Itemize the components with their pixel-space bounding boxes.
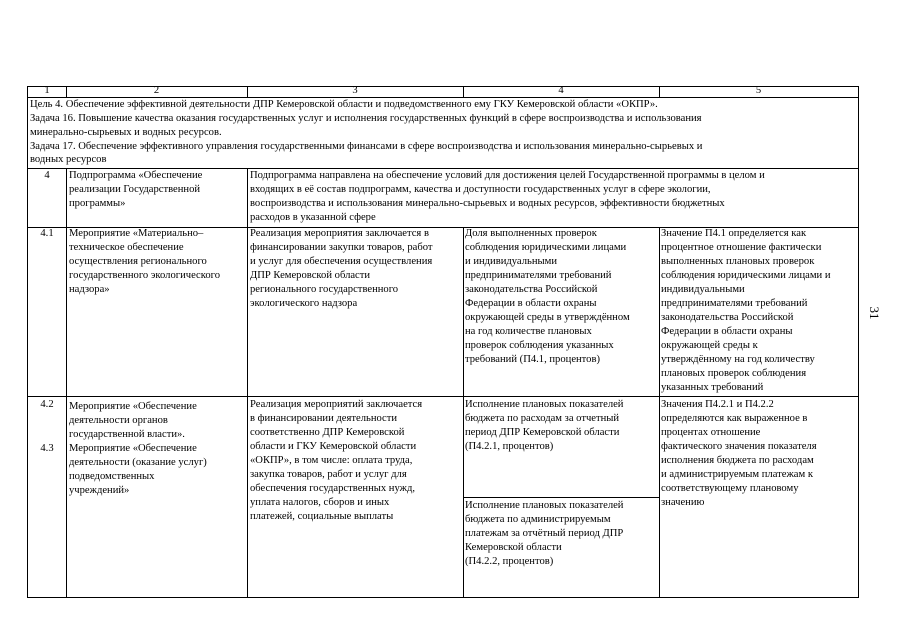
header-col-2: 2 (153, 85, 160, 96)
goal-4-text: Цель 4. Обеспечение эффективной деятельности ДПР Кемеровской области и подведомственного ему ГКУ Кемеровской области «ОКПР». (30, 99, 658, 110)
document-table (27, 86, 859, 598)
row-41-number: 4.1 (40, 228, 54, 239)
header-col-5: 5 (755, 85, 762, 96)
row-41-implementation: Реализация мероприятия заключается в финансировании закупки товаров, работ и услуг для обеспечения осуществления ДПР Кемеровской области регионального государственного экологического надзора (250, 228, 433, 309)
header-col-4: 4 (558, 85, 564, 96)
row-4-description: Подпрограмма направлена на обеспечение условий для достижения целей Государственной программы в целом и входящих в её состав подпрограмм, качества и доступности государственных услуг в сфере экологии, воспроизводства и использования минерально-сырьевых и водных ресурсов, эффективности бюджетных расходов в указанной сфере (250, 170, 765, 223)
row-41-indicator: Доля выполненных проверок соблюдения юридическими лицами и индивидуальными предпринимателями требований законодательства Российской Федерации в области охраны окружающей среды в утверждённом на год количестве плановых проверок соблюдения указанных требований (П4.1, процентов) (465, 228, 630, 365)
row-4-name: Подпрограмма «Обеспечение реализации Государственной программы» (69, 170, 203, 209)
row-43-name: Мероприятие «Обеспечение деятельности (оказание услуг) подведомственных учреждений» (69, 443, 207, 496)
row-divider (463, 497, 659, 498)
header-col-1: 1 (44, 85, 50, 96)
task-16-text: Задача 16. Повышение качества оказания государственных услуг и исполнения государственных функций в сфере воспроизводства и использования (30, 113, 702, 124)
row-42-number: 4.2 (40, 399, 54, 410)
col-divider (659, 227, 660, 597)
row-422-indicator: Исполнение плановых показателей бюджета по администрируемым платежам за отчётный период ДПР Кемеровской области (П4.2.2, процентов) (465, 500, 624, 567)
col-divider (463, 227, 464, 597)
task-16-text-cont: минерально-сырьевых и водных ресурсов. (30, 127, 222, 138)
col-divider (66, 168, 67, 597)
row-42-name: Мероприятие «Обеспечение деятельности органов государственной власти». (69, 401, 197, 440)
row-43-number: 4.3 (40, 443, 54, 454)
row-divider (28, 396, 858, 397)
row-41-name: Мероприятие «Материально– техническое обеспечение осуществления регионального государственного экологического надзора» (69, 228, 221, 295)
task-17-text-cont: водных ресурсов (30, 154, 107, 165)
row-421-indicator: Исполнение плановых показателей бюджета по расходам за отчетный период ДПР Кемеровской области (П4.2.1, процентов) (465, 399, 624, 452)
row-42-implementation: Реализация мероприятий заключается в финансировании деятельности соответственно ДПР Кемеровской области и ГКУ Кемеровской области «ОКПР», в том числе: оплата труда, закупка товаров, работ и услуг для обеспечения государственных нужд, уплата налогов, сборов и иных платежей, социальные выплаты (250, 399, 423, 522)
row-42-method: Значения П4.2.1 и П4.2.2 определяются как выраженное в процентах отношение фактического значения показателя исполнения бюджета по расходам и администрируемым платежам к соответствующему плановому значению (661, 399, 817, 508)
row-4-number: 4 (44, 170, 50, 181)
row-41-method: Значение П4.1 определяется как процентное отношение фактически выполненных плановых проверок соблюдения юридическими лицами и индивидуальными предпринимателями требований законодательства Российской Федерации в области охраны окружающей среды к утверждённому на год количеству плановых проверок соблюдения указанных требований (661, 228, 831, 393)
task-17-text: Задача 17. Обеспечение эффективного управления государственными финансами в сфере воспроизводства и использования минерально-сырьевых и (30, 141, 703, 152)
page-number: 31 (867, 306, 882, 320)
header-col-3: 3 (352, 85, 358, 96)
col-divider (247, 168, 248, 597)
